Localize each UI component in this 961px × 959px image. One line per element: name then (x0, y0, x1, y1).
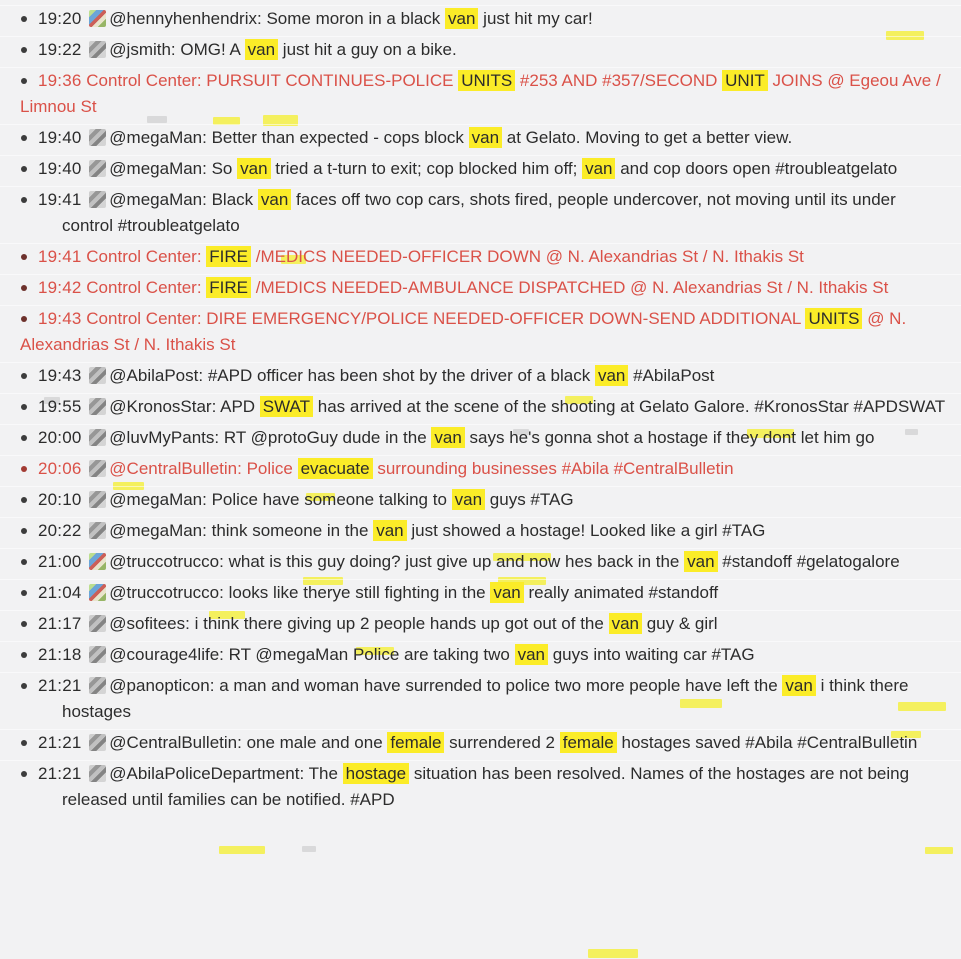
message-content (38, 673, 947, 725)
message-content (38, 6, 947, 32)
user-avatar (89, 160, 106, 177)
message-content (38, 156, 947, 182)
timestamp: 19:42 (38, 278, 82, 297)
user-avatar (89, 584, 106, 601)
highlighted-term: UNIT (722, 70, 768, 91)
message-text: a man and woman have surrended to police two more people have left the (219, 676, 783, 695)
message-text: i think there hostages (62, 676, 909, 721)
message-text: Better than expected - cops block (211, 128, 469, 147)
smudge-artifact (302, 846, 316, 852)
message-content (38, 425, 947, 451)
user-avatar (89, 553, 106, 570)
message-content (38, 394, 947, 420)
bullet-icon (21, 254, 27, 260)
message-text: JOINS @ Egeou Ave / Limnou St (20, 71, 941, 116)
highlighted-term: van (373, 520, 406, 541)
bullet-icon (21, 466, 27, 472)
message-text: surrounding businesses #Abila #CentralBulletin (372, 459, 734, 478)
timestamp: 21:18 (38, 645, 82, 664)
highlighted-term: evacuate (298, 458, 373, 479)
highlighted-term: van (245, 39, 278, 60)
message-text: says he's gonna shot a hostage if they dont let him go (464, 428, 875, 447)
timestamp: 19:41 (38, 190, 82, 209)
bullet-icon (21, 497, 27, 503)
user-avatar (89, 615, 106, 632)
highlighted-term: van (684, 551, 717, 572)
bullet-icon (21, 197, 27, 203)
username: @CentralBulletin: (109, 459, 242, 478)
highlighted-term: van (258, 189, 291, 210)
bullet-icon (21, 135, 27, 141)
message-row (0, 155, 961, 182)
message-text: really animated #standoff (523, 583, 719, 602)
timestamp: 19:43 (38, 309, 82, 328)
message-text: just showed a hostage! Looked like a girl #TAG (406, 521, 766, 540)
username: @megaMan: (109, 190, 207, 209)
message-row (0, 362, 961, 389)
timestamp: 19:22 (38, 40, 82, 59)
username: @luvMyPants: (109, 428, 220, 447)
message-text: APD (220, 397, 260, 416)
username: @truccotrucco: (109, 552, 224, 571)
username: @panopticon: (109, 676, 215, 695)
message-content (20, 244, 947, 270)
timestamp: 21:04 (38, 583, 82, 602)
timestamp: 19:40 (38, 159, 82, 178)
bullet-icon (21, 683, 27, 689)
message-text: @ N. Alexandrias St / N. Ithakis St (20, 309, 907, 354)
message-text: think someone in the (211, 521, 374, 540)
message-row (0, 641, 961, 668)
message-row (0, 424, 961, 451)
message-row (0, 455, 961, 482)
timestamp: 19:41 (38, 247, 82, 266)
message-text: #AbilaPost (628, 366, 715, 385)
timestamp: 21:21 (38, 764, 82, 783)
message-text: Police (246, 459, 298, 478)
message-row (0, 672, 961, 725)
bullet-icon (21, 528, 27, 534)
message-text: just hit a guy on a bike. (278, 40, 457, 59)
message-text: /MEDICS NEEDED-AMBULANCE DISPATCHED @ N. Alexandrias St / N. Ithakis St (251, 278, 889, 297)
message-content (38, 518, 947, 544)
message-text: guys into waiting car #TAG (547, 645, 755, 664)
message-text: The (308, 764, 343, 783)
message-row (0, 517, 961, 544)
timestamp: 19:43 (38, 366, 82, 385)
user-avatar (89, 491, 106, 508)
message-text: Police have someone talking to (211, 490, 452, 509)
message-row (0, 305, 961, 358)
message-text: at Gelato. Moving to get a better view. (502, 128, 793, 147)
message-text: surrendered 2 (444, 733, 560, 752)
highlighted-term: van (445, 8, 478, 29)
highlight-artifact (588, 949, 638, 958)
timestamp: 20:22 (38, 521, 82, 540)
timestamp: 19:20 (38, 9, 82, 28)
username: @megaMan: (109, 159, 207, 178)
message-text: Black (211, 190, 258, 209)
bullet-icon (21, 740, 27, 746)
message-row (0, 36, 961, 63)
username: @megaMan: (109, 128, 207, 147)
bullet-icon (21, 285, 27, 291)
highlighted-term: UNITS (458, 70, 515, 91)
highlighted-term: van (582, 158, 615, 179)
highlighted-term: van (490, 582, 523, 603)
user-avatar (89, 191, 106, 208)
timestamp: 19:55 (38, 397, 82, 416)
timestamp: 19:40 (38, 128, 82, 147)
username: Control Center: (86, 309, 202, 328)
message-text: situation has been resolved. Names of the hostages are not being released until families can be notified. #APD (62, 764, 910, 809)
message-text: i think there giving up 2 people hands up got out of the (194, 614, 609, 633)
message-content (38, 37, 947, 63)
username: @megaMan: (109, 521, 207, 540)
message-text: faces off two cop cars, shots fired, people undercover, not moving until its under control #troubleatgelato (62, 190, 896, 235)
timestamp: 21:17 (38, 614, 82, 633)
user-avatar (89, 734, 106, 751)
user-avatar (89, 129, 106, 146)
message-text: /MEDICS NEEDED-OFFICER DOWN @ N. Alexandrias St / N. Ithakis St (251, 247, 804, 266)
message-row (0, 548, 961, 575)
bullet-icon (21, 771, 27, 777)
message-content (20, 306, 947, 358)
message-content (20, 68, 947, 120)
highlighted-term: van (515, 644, 548, 665)
user-avatar (89, 398, 106, 415)
timestamp: 20:10 (38, 490, 82, 509)
timestamp: 20:06 (38, 459, 82, 478)
message-content (38, 642, 947, 668)
username: @megaMan: (109, 490, 207, 509)
username: @truccotrucco: (109, 583, 224, 602)
message-row (0, 243, 961, 270)
highlighted-term: UNITS (805, 308, 862, 329)
message-text: and cop doors open #troubleatgelato (615, 159, 898, 178)
message-row (0, 610, 961, 637)
highlighted-term: hostage (343, 763, 410, 784)
highlight-artifact (219, 846, 265, 854)
timestamp: 21:21 (38, 733, 82, 752)
message-text: RT @protoGuy dude in the (223, 428, 432, 447)
message-text: #standoff #gelatogalore (717, 552, 900, 571)
timestamp: 20:00 (38, 428, 82, 447)
message-text: guy & girl (641, 614, 718, 633)
message-row (0, 579, 961, 606)
message-row (0, 124, 961, 151)
message-text: one male and one (246, 733, 388, 752)
user-avatar (89, 429, 106, 446)
user-avatar (89, 677, 106, 694)
username: @KronosStar: (109, 397, 217, 416)
message-text: guys #TAG (485, 490, 574, 509)
message-text: So (211, 159, 238, 178)
message-content (38, 125, 947, 151)
highlighted-term: female (560, 732, 617, 753)
message-text: OMG! A (180, 40, 245, 59)
message-text: hostages saved #Abila #CentralBulletin (616, 733, 918, 752)
message-text: looks like therye still fighting in the (228, 583, 491, 602)
message-content (38, 611, 947, 637)
timestamp: 19:36 (38, 71, 82, 90)
message-text: RT @megaMan Police are taking two (228, 645, 515, 664)
message-text: has arrived at the scene of the shooting at Gelato Galore. #KronosStar #APDSWAT (313, 397, 946, 416)
username: @courage4life: (109, 645, 224, 664)
user-avatar (89, 522, 106, 539)
message-content (38, 363, 947, 389)
username: @CentralBulletin: (109, 733, 242, 752)
bullet-icon (21, 435, 27, 441)
message-text: just hit my car! (478, 9, 593, 28)
bullet-icon (21, 16, 27, 22)
bullet-icon (21, 621, 27, 627)
message-text: #253 AND #357/SECOND (515, 71, 723, 90)
message-content (38, 580, 947, 606)
username: @sofitees: (109, 614, 190, 633)
username: Control Center: (86, 278, 202, 297)
highlighted-term: van (782, 675, 815, 696)
message-text: DIRE EMERGENCY/POLICE NEEDED-OFFICER DOWN-SEND ADDITIONAL (206, 309, 806, 328)
user-avatar (89, 460, 106, 477)
highlighted-term: van (452, 489, 485, 510)
highlighted-term: van (469, 127, 502, 148)
timestamp: 21:21 (38, 676, 82, 695)
bullet-icon (21, 166, 27, 172)
message-content (38, 487, 947, 513)
message-content (38, 549, 947, 575)
bullet-icon (21, 316, 27, 322)
bullet-icon (21, 652, 27, 658)
bullet-icon (21, 404, 27, 410)
user-avatar (89, 646, 106, 663)
highlighted-term: FIRE (206, 277, 251, 298)
message-row (0, 186, 961, 239)
highlighted-term: female (387, 732, 444, 753)
message-row (0, 274, 961, 301)
message-text: what is this guy doing? just give up and now hes back in the (228, 552, 685, 571)
message-text: PURSUIT CONTINUES-POLICE (206, 71, 459, 90)
user-avatar (89, 10, 106, 27)
username: Control Center: (86, 71, 202, 90)
highlighted-term: FIRE (206, 246, 251, 267)
bullet-icon (21, 559, 27, 565)
username: @AbilaPost: (109, 366, 204, 385)
highlight-artifact (925, 847, 953, 854)
message-text: Some moron in a black (266, 9, 446, 28)
username: @hennyhenhendrix: (109, 9, 262, 28)
highlighted-term: van (595, 365, 628, 386)
user-avatar (89, 765, 106, 782)
message-row (0, 393, 961, 420)
username: @jsmith: (109, 40, 176, 59)
user-avatar (89, 41, 106, 58)
message-row (0, 67, 961, 120)
highlighted-term: van (609, 613, 642, 634)
bullet-icon (21, 373, 27, 379)
highlighted-term: van (237, 158, 270, 179)
message-text: #APD officer has been shot by the driver of a black (207, 366, 595, 385)
message-content (38, 761, 947, 813)
message-row (0, 486, 961, 513)
bullet-icon (21, 590, 27, 596)
message-text: tried a t-turn to exit; cop blocked him off; (270, 159, 583, 178)
message-content (38, 187, 947, 239)
username: @AbilaPoliceDepartment: (109, 764, 305, 783)
highlighted-term: van (431, 427, 464, 448)
message-row (0, 760, 961, 813)
bullet-icon (21, 78, 27, 84)
message-content (20, 275, 947, 301)
username: Control Center: (86, 247, 202, 266)
bullet-icon (21, 47, 27, 53)
user-avatar (89, 367, 106, 384)
highlighted-term: SWAT (260, 396, 313, 417)
message-content (20, 456, 947, 482)
timestamp: 21:00 (38, 552, 82, 571)
message-row (0, 5, 961, 32)
message-row (0, 729, 961, 756)
message-content (38, 730, 947, 756)
